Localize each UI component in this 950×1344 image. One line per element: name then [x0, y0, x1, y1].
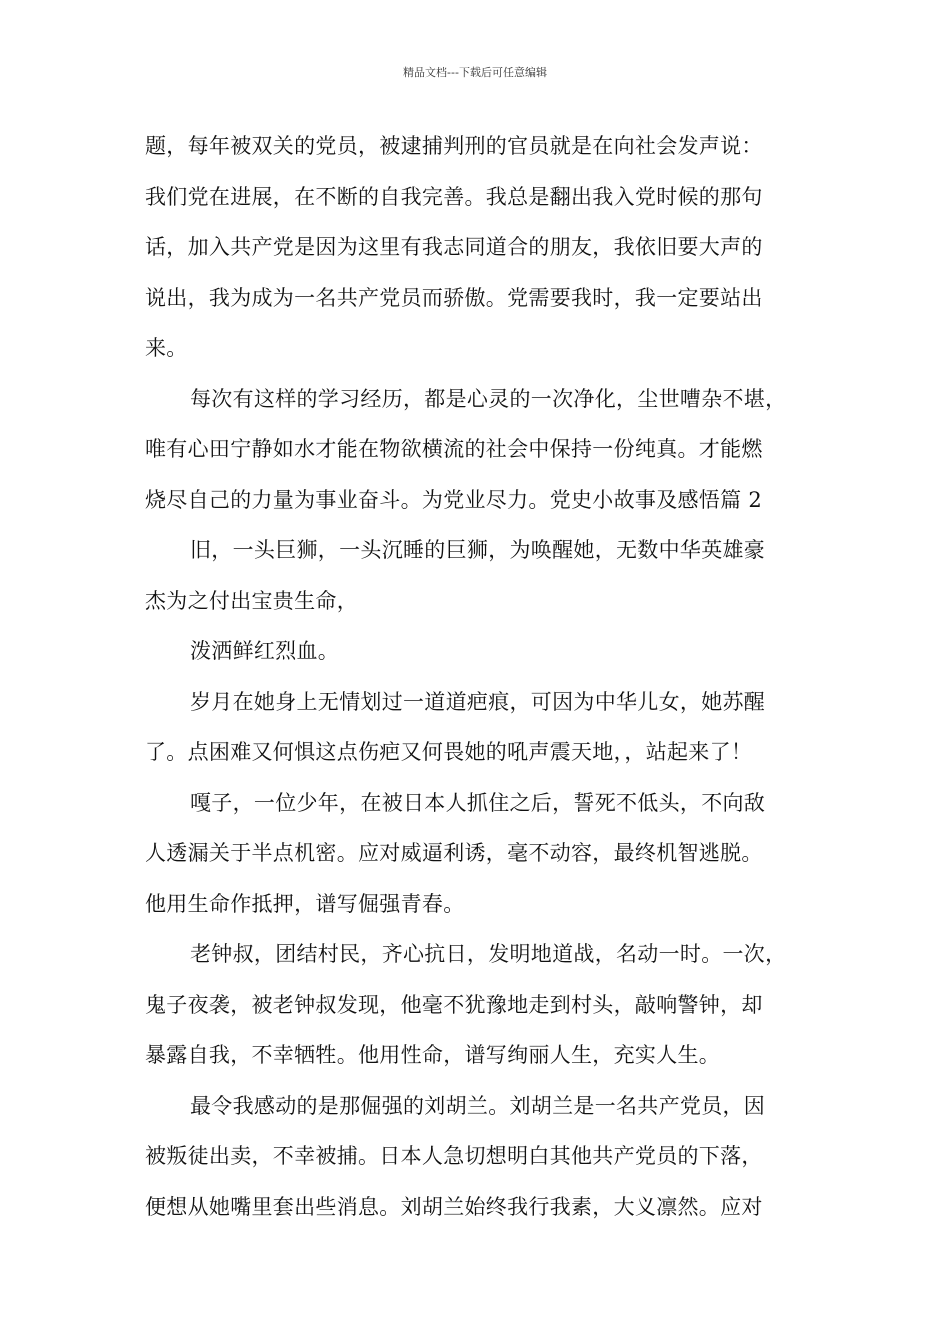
- paragraph-first-line: 最令我感动的是那倔强的刘胡兰。刘胡兰是一名共产党员，因: [190, 1093, 766, 1118]
- text-line: 鬼子夜袭，被老钟叔发现，他毫不犹豫地走到村头，敲响警钟，却: [145, 992, 763, 1017]
- text-line: 话，加入共产党是因为这里有我志同道合的朋友，我依旧要大声的: [145, 235, 763, 259]
- text-line: 题，每年被双关的党员，被逮捕判刑的官员就是在向社会发声说：: [145, 134, 763, 158]
- text-line: 我们党在进展，在不断的自我完善。我总是翻出我入党时候的那句: [145, 184, 763, 209]
- text-line: 杰为之付出宝贵生命，: [145, 588, 358, 613]
- document-body: [145, 128, 825, 1239]
- page-header: 精品文档---下载后可任意编辑: [403, 66, 547, 79]
- paragraph-first-line: 岁月在她身上无情划过一道道疤痕，可因为中华儿女，她苏醒: [190, 689, 766, 714]
- paragraph-first-line: 泼洒鲜红烈血。: [190, 639, 340, 663]
- text-line: 他用生命作抵押，谱写倔强青春。: [145, 891, 465, 916]
- paragraph-first-line: 老钟叔，团结村民，齐心抗日，发明地道战，名动一时。一次，: [190, 942, 787, 966]
- text-line: 被叛徒出卖，不幸被捕。日本人急切想明白其他共产党员的下落，: [145, 1144, 763, 1168]
- text-line: 唯有心田宁静如水才能在物欲横流的社会中保持一份纯真。才能燃: [145, 437, 763, 461]
- paragraph-first-line: 旧，一头巨狮，一头沉睡的巨狮，为唤醒她，无数中华英雄豪: [190, 538, 766, 562]
- text-line: 烧尽自己的力量为事业奋斗。为党业尽力。党史小故事及感悟篇 2: [145, 487, 763, 512]
- paragraph-first-line: 每次有这样的学习经历，都是心灵的一次净化，尘世嘈杂不堪，: [190, 386, 787, 411]
- text-line: 来。: [145, 336, 188, 360]
- text-line: 便想从她嘴里套出些消息。刘胡兰始终我行我素，大义凛然。应对: [145, 1194, 763, 1219]
- paragraph-first-line: 嘎子，一位少年，在被日本人抓住之后，誓死不低头，不向敌: [190, 790, 766, 815]
- text-line: 暴露自我，不幸牺牲。他用性命，谱写绚丽人生，充实人生。: [145, 1043, 721, 1067]
- text-line: 说出，我为成为一名共产党员而骄傲。党需要我时，我一定要站出: [145, 285, 763, 310]
- text-line: 人透漏关于半点机密。应对威逼利诱，毫不动容，最终机智逃脱。: [145, 841, 763, 865]
- text-line: 了。点困难又何惧这点伤疤又何畏她的吼声震天地，，站起来了！: [145, 740, 753, 764]
